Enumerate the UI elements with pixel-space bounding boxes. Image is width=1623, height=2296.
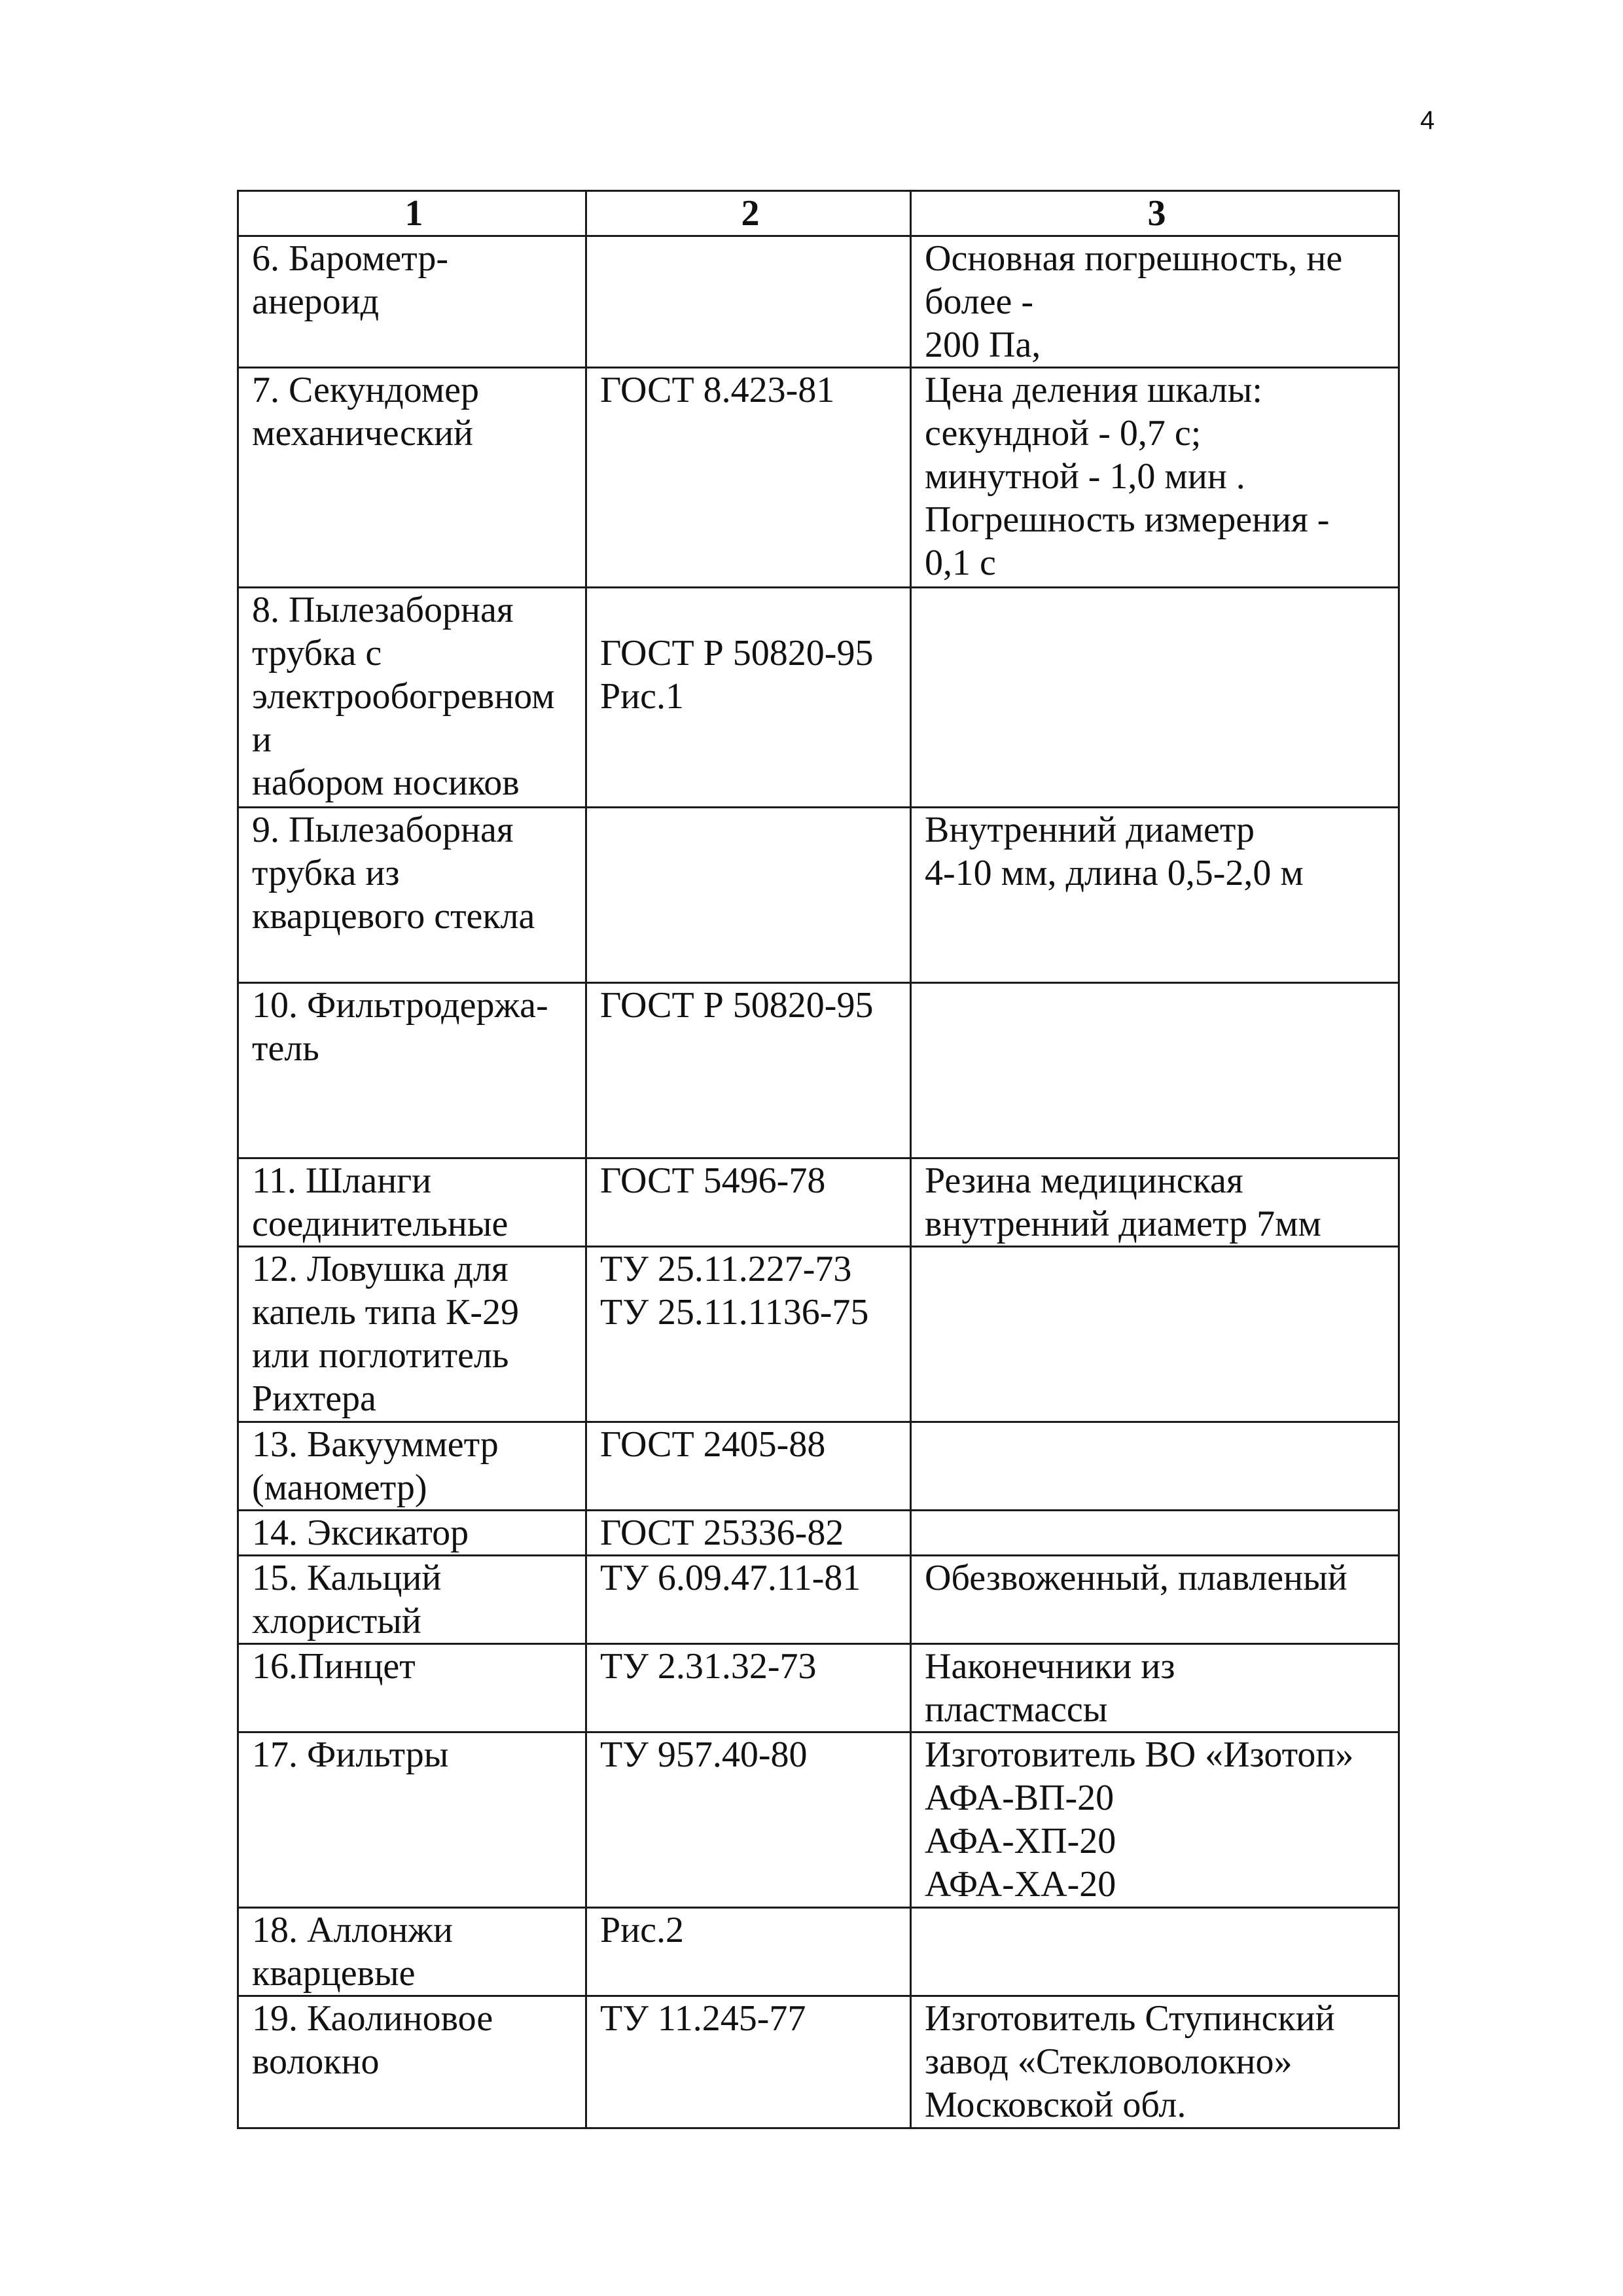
equipment-name-cell: 7. Секундомер механический	[238, 368, 586, 588]
characteristics-cell: Изготовитель Ступинский завод «Стекловолокно» Московской обл.	[911, 1996, 1399, 2128]
table-row	[238, 1732, 1399, 1908]
characteristics-cell	[911, 1422, 1399, 1511]
standard-cell	[586, 808, 911, 983]
standard-cell: ТУ 25.11.227-73 ТУ 25.11.1136-75	[586, 1247, 911, 1422]
characteristics-cell: Основная погрешность, не более - 200 Па,	[911, 236, 1399, 368]
equipment-name-cell: 17. Фильтры	[238, 1732, 586, 1908]
table-row	[238, 236, 1399, 368]
characteristics-cell	[911, 588, 1399, 808]
page-number: 4	[1420, 106, 1435, 135]
characteristics-cell	[911, 1511, 1399, 1556]
characteristics-cell: Изготовитель ВО «Изотоп» АФА-ВП-20 АФА-ХП-20 АФА-ХА-20	[911, 1732, 1399, 1908]
table-row	[238, 1511, 1399, 1556]
column-header-2: 2	[586, 191, 911, 236]
equipment-table	[237, 190, 1400, 2129]
equipment-name-cell: 8. Пылезаборная трубка с электрообогревном и набором носиков	[238, 588, 586, 808]
table-row	[238, 1422, 1399, 1511]
equipment-name-cell: 19. Каолиновое волокно	[238, 1996, 586, 2128]
characteristics-cell: Резина медицинская внутренний диаметр 7мм	[911, 1158, 1399, 1247]
equipment-name-cell: 11. Шланги соединительные	[238, 1158, 586, 1247]
table-row	[238, 983, 1399, 1158]
equipment-name-cell: 6. Барометр- анероид	[238, 236, 586, 368]
table-row	[238, 1556, 1399, 1644]
standard-cell: Рис.2	[586, 1908, 911, 1996]
characteristics-cell	[911, 983, 1399, 1158]
standard-cell: ТУ 6.09.47.11-81	[586, 1556, 911, 1644]
standard-cell: ТУ 11.245-77	[586, 1996, 911, 2128]
equipment-name-cell: 16.Пинцет	[238, 1644, 586, 1732]
equipment-name-cell: 12. Ловушка для капель типа К-29 или поглотитель Рихтера	[238, 1247, 586, 1422]
standard-cell: ГОСТ 5496-78	[586, 1158, 911, 1247]
characteristics-cell	[911, 1908, 1399, 1996]
equipment-name-cell: 14. Эксикатор	[238, 1511, 586, 1556]
standard-cell: ГОСТ Р 50820-95 Рис.1	[586, 588, 911, 808]
characteristics-cell: Внутренний диаметр 4-10 мм, длина 0,5-2,0 м	[911, 808, 1399, 983]
standard-cell: ГОСТ Р 50820-95	[586, 983, 911, 1158]
equipment-name-cell: 15. Кальций хлористый	[238, 1556, 586, 1644]
column-header-1: 1	[238, 191, 586, 236]
table-row	[238, 1158, 1399, 1247]
table-row	[238, 1247, 1399, 1422]
table-row	[238, 1908, 1399, 1996]
equipment-name-cell: 10. Фильтродержа- тель	[238, 983, 586, 1158]
characteristics-cell	[911, 1247, 1399, 1422]
standard-cell: ГОСТ 8.423-81	[586, 368, 911, 588]
table-row	[238, 368, 1399, 588]
standard-cell	[586, 236, 911, 368]
column-header-3: 3	[911, 191, 1399, 236]
table-row	[238, 1644, 1399, 1732]
standard-cell: ТУ 957.40-80	[586, 1732, 911, 1908]
table-row	[238, 588, 1399, 808]
table-row	[238, 808, 1399, 983]
standard-cell: ГОСТ 25336-82	[586, 1511, 911, 1556]
standard-cell: ГОСТ 2405-88	[586, 1422, 911, 1511]
characteristics-cell: Цена деления шкалы: секундной - 0,7 с; минутной - 1,0 мин . Погрешность измерения - 0,1 с	[911, 368, 1399, 588]
standard-cell: ТУ 2.31.32-73	[586, 1644, 911, 1732]
equipment-name-cell: 18. Аллонжи кварцевые	[238, 1908, 586, 1996]
table-row	[238, 1996, 1399, 2128]
equipment-name-cell: 13. Вакуумметр (манометр)	[238, 1422, 586, 1511]
table-header-row	[238, 191, 1399, 236]
equipment-name-cell: 9. Пылезаборная трубка из кварцевого стекла	[238, 808, 586, 983]
characteristics-cell: Наконечники из пластмассы	[911, 1644, 1399, 1732]
characteristics-cell: Обезвоженный, плавленый	[911, 1556, 1399, 1644]
